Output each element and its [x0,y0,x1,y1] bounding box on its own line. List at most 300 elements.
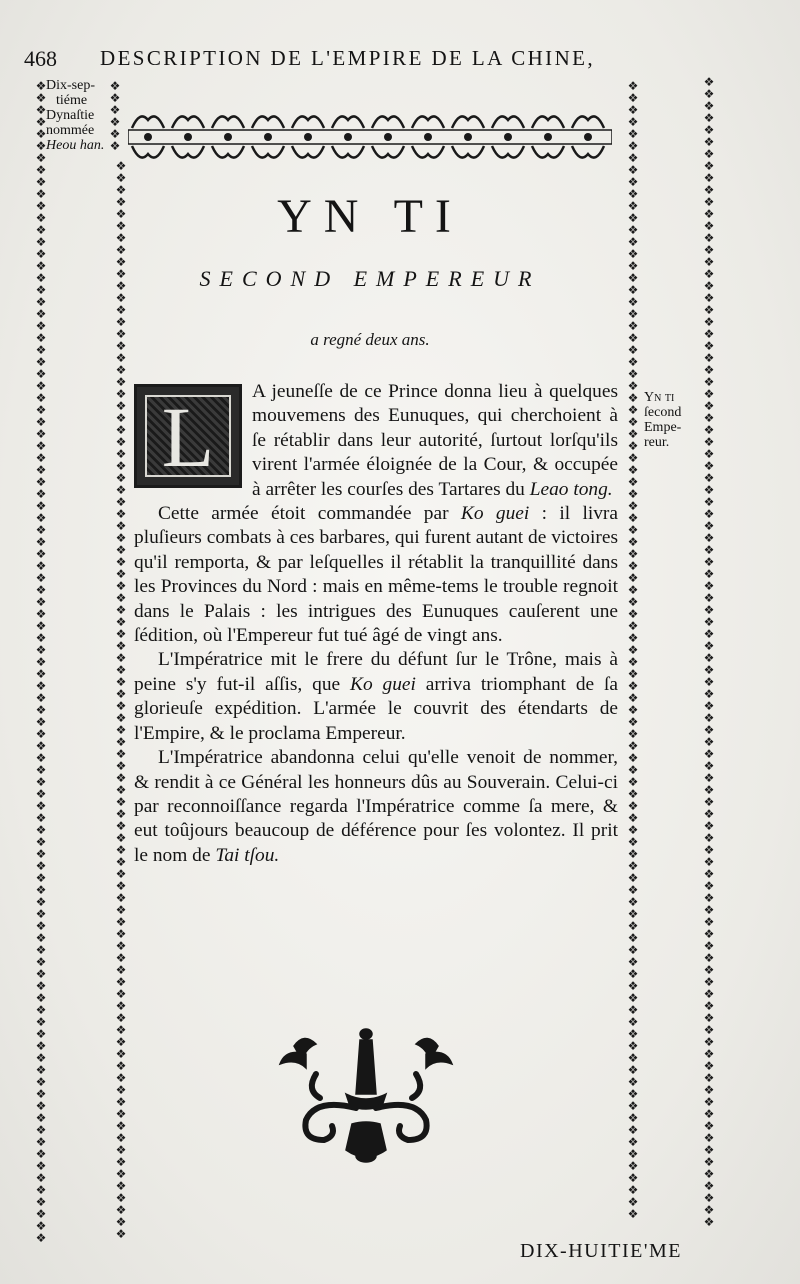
fleuron-glyph: ❖ [703,171,715,185]
fleuron-glyph: ❖ [35,439,47,453]
fleuron-glyph: ❖ [35,559,47,573]
fleuron-glyph: ❖ [703,111,715,125]
fleuron-glyph: ❖ [703,867,715,881]
fleuron-glyph: ❖ [35,739,47,753]
fleuron-glyph: ❖ [703,255,715,269]
fleuron-glyph: ❖ [115,1119,127,1133]
fleuron-glyph: ❖ [115,951,127,965]
paragraph-text: Cette armée étoit commandée par [158,503,461,525]
fleuron-glyph: ❖ [627,919,639,933]
fleuron-glyph: ❖ [627,103,639,117]
fleuron-glyph: ❖ [627,775,639,789]
fleuron-glyph: ❖ [703,243,715,257]
paragraph [134,648,618,746]
fleuron-glyph: ❖ [627,1159,639,1173]
fleuron-glyph: ❖ [703,495,715,509]
fleuron-glyph: ❖ [703,303,715,317]
fleuron-glyph: ❖ [35,1015,47,1029]
fleuron-glyph: ❖ [35,451,47,465]
fleuron-glyph: ❖ [35,199,47,213]
fleuron-glyph: ❖ [35,1195,47,1209]
fleuron-glyph: ❖ [35,991,47,1005]
fleuron-glyph: ❖ [703,915,715,929]
fleuron-glyph: ❖ [35,583,47,597]
fleuron-glyph: ❖ [109,91,121,105]
fleuron-glyph: ❖ [35,1123,47,1137]
fleuron-glyph: ❖ [115,723,127,737]
fleuron-glyph: ❖ [703,447,715,461]
fleuron-glyph: ❖ [703,267,715,281]
band-rosette [304,133,312,141]
scroll-motif-top [212,116,244,128]
fleuron-glyph: ❖ [115,855,127,869]
fleuron-glyph: ❖ [35,907,47,921]
fleuron-glyph: ❖ [703,1203,715,1217]
fleuron-glyph: ❖ [627,727,639,741]
fleuron-glyph: ❖ [703,471,715,485]
fleuron-glyph: ❖ [627,943,639,957]
fleuron-glyph: ❖ [115,1095,127,1109]
fleuron-glyph: ❖ [703,123,715,137]
fleuron-glyph: ❖ [703,1107,715,1121]
fleuron-glyph: ❖ [627,91,639,105]
fleuron-glyph: ❖ [115,831,127,845]
fleuron-glyph: ❖ [35,463,47,477]
band-rosette [264,133,272,141]
fleuron-glyph: ❖ [627,355,639,369]
fleuron-glyph: ❖ [703,195,715,209]
fleuron-glyph: ❖ [115,1071,127,1085]
fleuron-glyph: ❖ [35,511,47,525]
fleuron-glyph: ❖ [35,1063,47,1077]
fleuron-glyph: ❖ [35,415,47,429]
fleuron-glyph: ❖ [627,427,639,441]
margin-note-line: nommée [46,123,95,138]
fleuron-glyph: ❖ [703,1011,715,1025]
fleuron-glyph: ❖ [703,363,715,377]
right-outer-fleuron-border [698,76,720,1236]
left-inner-fleuron-border [104,80,126,160]
fleuron-glyph: ❖ [35,847,47,861]
margin-note-line: Heou han. [46,138,105,153]
fleuron-glyph: ❖ [35,355,47,369]
fleuron-glyph: ❖ [627,319,639,333]
scroll-motif-top [452,116,484,128]
fleuron-glyph: ❖ [35,1159,47,1173]
fleuron-glyph: ❖ [115,351,127,365]
catchword: DIX-HUITIE'ME [520,1240,682,1262]
fleuron-glyph: ❖ [35,307,47,321]
band-rosette [384,133,392,141]
scroll-motif-bottom [172,146,204,158]
fleuron-glyph: ❖ [115,783,127,797]
scroll-motif-bottom [372,146,404,158]
band-rosette [424,133,432,141]
fleuron-glyph: ❖ [703,315,715,329]
fleuron-glyph: ❖ [703,76,715,89]
fleuron-glyph: ❖ [627,391,639,405]
scroll-motif-top [132,116,164,128]
fleuron-glyph: ❖ [115,735,127,749]
fleuron-glyph: ❖ [703,1059,715,1073]
fleuron-glyph: ❖ [35,487,47,501]
scroll-motif-top [332,116,364,128]
fleuron-glyph: ❖ [703,519,715,533]
fleuron-glyph: ❖ [703,1131,715,1145]
fleuron-glyph: ❖ [627,979,639,993]
fleuron-glyph: ❖ [627,1039,639,1053]
fleuron-glyph: ❖ [627,1051,639,1065]
fleuron-glyph: ❖ [627,679,639,693]
fleuron-glyph: ❖ [703,531,715,545]
fleuron-glyph: ❖ [35,571,47,585]
fleuron-glyph: ❖ [703,399,715,413]
fleuron-glyph: ❖ [627,895,639,909]
fleuron-glyph: ❖ [703,963,715,977]
fleuron-glyph: ❖ [35,115,47,129]
fleuron-glyph: ❖ [703,795,715,809]
paragraph [134,746,618,868]
fleuron-glyph: ❖ [627,667,639,681]
scroll-motif-bottom [412,146,444,158]
fleuron-glyph: ❖ [115,819,127,833]
fleuron-glyph: ❖ [115,519,127,533]
fleuron-glyph: ❖ [703,1023,715,1037]
fleuron-glyph: ❖ [703,459,715,473]
fleuron-glyph: ❖ [35,247,47,261]
fleuron-glyph: ❖ [115,711,127,725]
scroll-motif-bottom [132,146,164,158]
fleuron-glyph: ❖ [627,523,639,537]
fleuron-glyph: ❖ [109,127,121,141]
fleuron-glyph: ❖ [35,703,47,717]
fleuron-glyph: ❖ [35,1039,47,1053]
fleuron-glyph: ❖ [115,1155,127,1169]
fleuron-glyph: ❖ [115,183,127,197]
scroll-motif-top [372,116,404,128]
fleuron-glyph: ❖ [115,375,127,389]
fleuron-glyph: ❖ [35,1087,47,1101]
fleuron-glyph: ❖ [115,567,127,581]
fleuron-glyph: ❖ [703,699,715,713]
fleuron-glyph: ❖ [35,955,47,969]
fleuron-glyph: ❖ [115,699,127,713]
fleuron-glyph: ❖ [627,1195,639,1209]
paragraph-text: A jeuneſſe de ce Prince donna lieu à quelques mouvemens des Eunuques, qui cherchoient à ſe rétablir dans leur autorité, ſurtout lorſqu'ils virent l'armée éloignée de la Cour, & occupée à arrêter les courſes des Tartares du [252,381,618,500]
scroll-motif-bottom [332,146,364,158]
left-outer-fleuron-border [30,80,52,1246]
fleuron-glyph: ❖ [35,895,47,909]
fleuron-glyph: ❖ [703,711,715,725]
fleuron-glyph: ❖ [703,783,715,797]
fleuron-glyph: ❖ [627,1027,639,1041]
fleuron-glyph: ❖ [35,1051,47,1065]
fleuron-glyph: ❖ [115,447,127,461]
fleuron-glyph: ❖ [115,483,127,497]
fleuron-glyph: ❖ [703,411,715,425]
paragraph-text: : il livra pluſieurs combats à ces barbares, qui furent autant de victoires qu'il remporta, & par leſquelles il rétablit la tranquillité dans les Provinces du Nord : mais en même-tems le trouble regnoit dans le Palais : les intrigues des Eunuques cauſerent une ſédition, où l'Empereur fut tué âgé de vingt ans. [134,503,618,647]
scroll-motif-bottom [492,146,524,158]
scroll-motif-bottom [452,146,484,158]
fleuron-glyph: ❖ [627,331,639,345]
fleuron-glyph: ❖ [115,1059,127,1073]
fleuron-glyph: ❖ [703,1143,715,1157]
fleuron-glyph: ❖ [627,607,639,621]
band-rosette [184,133,192,141]
fleuron-glyph: ❖ [35,379,47,393]
fleuron-glyph: ❖ [115,927,127,941]
fleuron-glyph: ❖ [35,823,47,837]
fleuron-glyph: ❖ [115,1047,127,1061]
fleuron-glyph: ❖ [35,259,47,273]
fleuron-glyph: ❖ [703,183,715,197]
fleuron-glyph: ❖ [35,403,47,417]
fleuron-glyph: ❖ [115,1167,127,1181]
fleuron-glyph: ❖ [115,687,127,701]
fleuron-glyph: ❖ [627,1183,639,1197]
paragraph-text: L'Impératrice abandonna celui qu'elle venoit de nommer, & rendit à ce Général les honneurs dûs au Souverain. Celui-ci par reconnoiſſance regarda l'Impératrice comme ſa mere, & eut toûjours beaucoup de déférence pour ſes volontez. Il prit le nom de [134,747,618,866]
fleuron-glyph: ❖ [627,991,639,1005]
fleuron-glyph: ❖ [627,259,639,273]
fleuron-glyph: ❖ [627,907,639,921]
fleuron-glyph: ❖ [35,151,47,165]
body-text [134,380,618,868]
fleuron-glyph: ❖ [35,919,47,933]
fleuron-glyph: ❖ [35,127,47,141]
fleuron-glyph: ❖ [703,543,715,557]
fleuron-glyph: ❖ [703,987,715,1001]
fleuron-glyph: ❖ [627,1135,639,1149]
fleuron-glyph: ❖ [115,915,127,929]
fleuron-glyph: ❖ [703,1155,715,1169]
place-name: Leao tong. [529,478,613,500]
fleuron-glyph: ❖ [627,559,639,573]
fleuron-glyph: ❖ [115,639,127,653]
fleuron-glyph: ❖ [627,1003,639,1017]
scroll-motif-top [292,116,324,128]
fleuron-glyph: ❖ [703,87,715,101]
margin-note-line: ſecond [644,405,682,420]
fleuron-glyph: ❖ [627,967,639,981]
fleuron-glyph: ❖ [627,139,639,153]
fleuron-glyph: ❖ [703,1071,715,1085]
fleuron-glyph: ❖ [35,1003,47,1017]
fleuron-glyph: ❖ [703,579,715,593]
fleuron-glyph: ❖ [35,643,47,657]
margin-note-line: Dix-sep- [46,78,95,93]
fleuron-glyph: ❖ [115,591,127,605]
fleuron-glyph: ❖ [115,303,127,317]
fleuron-glyph: ❖ [115,975,127,989]
fleuron-glyph: ❖ [703,723,715,737]
fleuron-glyph: ❖ [115,663,127,677]
fleuron-glyph: ❖ [627,955,639,969]
fleuron-glyph: ❖ [703,567,715,581]
fleuron-glyph: ❖ [115,531,127,545]
fleuron-glyph: ❖ [627,763,639,777]
fleuron-glyph: ❖ [115,555,127,569]
fleuron-glyph: ❖ [115,843,127,857]
fleuron-glyph: ❖ [115,1023,127,1037]
band-rosette [504,133,512,141]
fleuron-glyph: ❖ [115,903,127,917]
tailpiece-vase-ornament [276,1024,456,1168]
running-title: DESCRIPTION DE L'EMPIRE DE LA CHINE, [100,46,596,70]
fleuron-glyph: ❖ [703,639,715,653]
fleuron-glyph: ❖ [627,343,639,357]
fleuron-glyph: ❖ [703,147,715,161]
fleuron-glyph: ❖ [35,391,47,405]
fleuron-glyph: ❖ [627,739,639,753]
fleuron-glyph: ❖ [35,931,47,945]
fleuron-glyph: ❖ [35,1135,47,1149]
left-inner-fleuron-border-lower [110,160,132,1246]
fleuron-glyph: ❖ [35,595,47,609]
fleuron-glyph: ❖ [35,91,47,105]
fleuron-glyph: ❖ [35,619,47,633]
fleuron-glyph: ❖ [115,1131,127,1145]
band-rosette [464,133,472,141]
fleuron-glyph: ❖ [627,715,639,729]
fleuron-glyph: ❖ [703,219,715,233]
fleuron-glyph: ❖ [627,151,639,165]
fleuron-glyph: ❖ [627,127,639,141]
fleuron-glyph: ❖ [115,963,127,977]
fleuron-glyph: ❖ [35,763,47,777]
fleuron-glyph: ❖ [109,103,121,117]
fleuron-glyph: ❖ [703,1035,715,1049]
fleuron-glyph: ❖ [35,235,47,249]
fleuron-glyph: ❖ [35,187,47,201]
initial-letter: L [161,389,215,485]
margin-note-line: Dynaſtie [46,108,95,123]
fleuron-glyph: ❖ [627,1015,639,1029]
fleuron-glyph: ❖ [627,787,639,801]
fleuron-glyph: ❖ [627,199,639,213]
fleuron-glyph: ❖ [109,115,121,129]
paragraph-text: arriva triomphant de ſa glorieuſe expédition. L'armée le couvrit des étendarts de l'Empire, & le proclama Empereur. [134,673,618,744]
fleuron-glyph: ❖ [35,631,47,645]
margin-note-line: tiéme [56,93,88,108]
scroll-motif-bottom [532,146,564,158]
fleuron-glyph: ❖ [627,187,639,201]
fleuron-glyph: ❖ [627,451,639,465]
fleuron-glyph: ❖ [115,543,127,557]
fleuron-glyph: ❖ [627,283,639,297]
fleuron-glyph: ❖ [703,1215,715,1229]
fleuron-glyph: ❖ [627,547,639,561]
fleuron-glyph: ❖ [703,1179,715,1193]
fleuron-glyph: ❖ [35,811,47,825]
fleuron-glyph: ❖ [627,751,639,765]
fleuron-glyph: ❖ [627,1099,639,1113]
fleuron-glyph: ❖ [115,1107,127,1121]
fleuron-glyph: ❖ [703,135,715,149]
fleuron-glyph: ❖ [35,175,47,189]
fleuron-glyph: ❖ [703,759,715,773]
fleuron-glyph: ❖ [115,1227,127,1241]
fleuron-glyph: ❖ [627,415,639,429]
fleuron-glyph: ❖ [627,211,639,225]
fleuron-glyph: ❖ [703,375,715,389]
fleuron-glyph: ❖ [115,219,127,233]
fleuron-glyph: ❖ [627,1111,639,1125]
fleuron-glyph: ❖ [703,1191,715,1205]
fleuron-glyph: ❖ [115,459,127,473]
fleuron-glyph: ❖ [35,211,47,225]
fleuron-glyph: ❖ [627,367,639,381]
fleuron-glyph: ❖ [703,423,715,437]
fleuron-glyph: ❖ [627,643,639,657]
fleuron-glyph: ❖ [627,235,639,249]
headpiece-ornament-band [128,108,612,166]
fleuron-glyph: ❖ [115,195,127,209]
fleuron-glyph: ❖ [115,255,127,269]
page-header [24,46,664,76]
chapter-subtitle: SECOND EMPEREUR [199,266,541,291]
paragraph [134,502,618,648]
fleuron-glyph: ❖ [627,499,639,513]
fleuron-glyph: ❖ [627,595,639,609]
fleuron-glyph: ❖ [35,607,47,621]
fleuron-glyph: ❖ [35,775,47,789]
fleuron-glyph: ❖ [703,159,715,173]
band-rosette [144,133,152,141]
fleuron-glyph: ❖ [703,675,715,689]
fleuron-glyph: ❖ [627,403,639,417]
fleuron-glyph: ❖ [703,651,715,665]
fleuron-glyph: ❖ [35,655,47,669]
fleuron-glyph: ❖ [115,999,127,1013]
scroll-motif-top [412,116,444,128]
fleuron-glyph: ❖ [35,715,47,729]
fleuron-glyph: ❖ [627,295,639,309]
fleuron-glyph: ❖ [115,807,127,821]
fleuron-glyph: ❖ [115,603,127,617]
fleuron-glyph: ❖ [703,507,715,521]
fleuron-glyph: ❖ [627,571,639,585]
fleuron-glyph: ❖ [115,339,127,353]
fleuron-glyph: ❖ [703,687,715,701]
margin-note-line: Yn ti [644,390,675,405]
fleuron-glyph: ❖ [115,675,127,689]
fleuron-glyph: ❖ [627,247,639,261]
fleuron-glyph: ❖ [627,163,639,177]
fleuron-glyph: ❖ [35,139,47,153]
fleuron-glyph: ❖ [115,207,127,221]
fleuron-glyph: ❖ [703,555,715,569]
fleuron-glyph: ❖ [109,80,121,93]
fleuron-glyph: ❖ [703,291,715,305]
fleuron-glyph: ❖ [627,307,639,321]
fleuron-glyph: ❖ [115,867,127,881]
fleuron-glyph: ❖ [627,1063,639,1077]
fleuron-glyph: ❖ [115,243,127,257]
fleuron-glyph: ❖ [35,667,47,681]
fleuron-glyph: ❖ [703,927,715,941]
fleuron-glyph: ❖ [35,943,47,957]
fleuron-glyph: ❖ [627,691,639,705]
fleuron-glyph: ❖ [35,367,47,381]
fleuron-glyph: ❖ [703,1167,715,1181]
fleuron-glyph: ❖ [115,495,127,509]
band-rosette [344,133,352,141]
band-rosette [224,133,232,141]
band-rosette [584,133,592,141]
margin-note-dynasty [46,78,106,153]
fleuron-glyph: ❖ [703,615,715,629]
fleuron-glyph: ❖ [703,879,715,893]
